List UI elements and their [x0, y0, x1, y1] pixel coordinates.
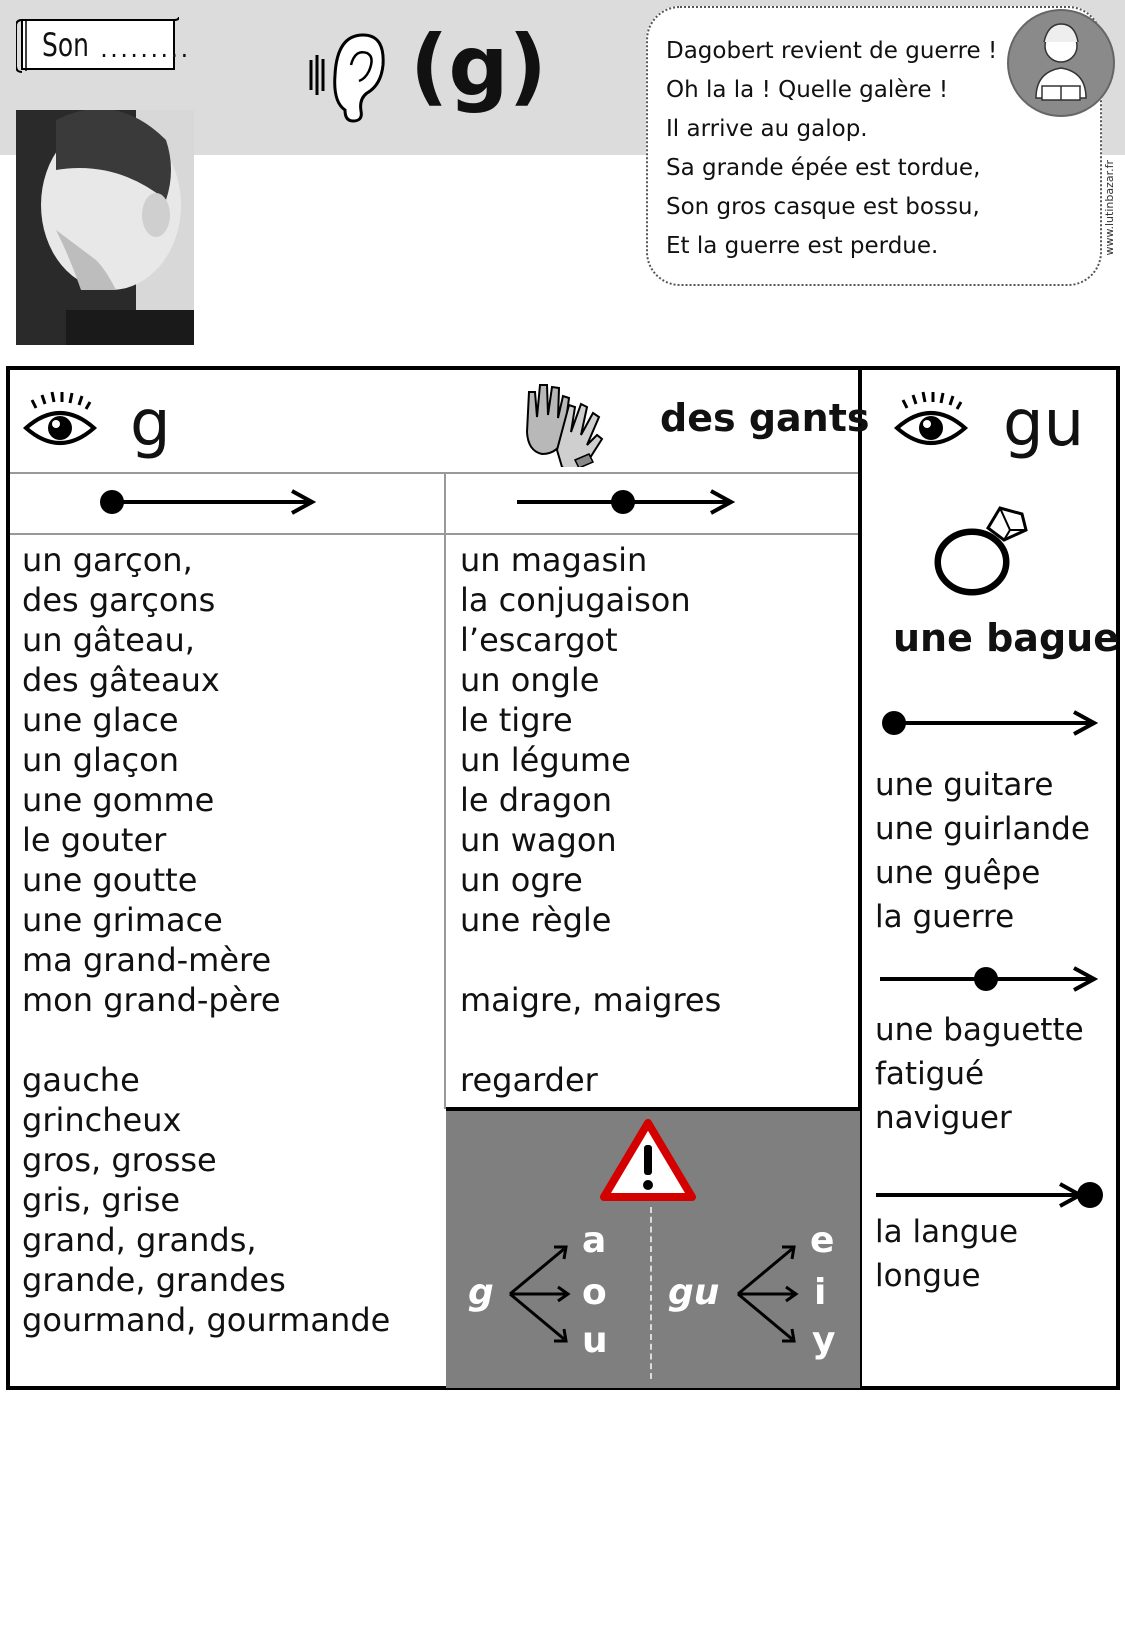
word-gu-middle: fatigué	[875, 1056, 985, 1092]
eye-icon	[22, 390, 98, 452]
word-g-middle: une règle	[460, 901, 612, 939]
poem-line: Son gros casque est bossu,	[666, 194, 980, 220]
word-g-start: grincheux	[22, 1101, 182, 1139]
branch-arrows-icon	[732, 1239, 802, 1349]
example-word-gants: des gants	[660, 396, 870, 440]
branch-arrows-icon	[504, 1239, 574, 1349]
rule-letter-g: g	[468, 1272, 494, 1313]
rule-vowel: a	[582, 1220, 607, 1261]
rule-divider	[650, 1207, 652, 1379]
word-g-middle: le tigre	[460, 701, 573, 739]
start-position-arrow-icon	[96, 487, 316, 517]
rule-vowel: o	[582, 1272, 607, 1313]
word-g-middle: l’escargot	[460, 621, 618, 659]
poem-line: Oh la la ! Quelle galère !	[666, 77, 949, 103]
word-g-start: une gomme	[22, 781, 215, 819]
middle-position-arrow-icon	[878, 964, 1098, 994]
word-g-start: un garçon,	[22, 541, 193, 579]
row-divider	[10, 533, 858, 535]
rule-box	[446, 1107, 860, 1388]
poem-line: Il arrive au galop.	[666, 116, 868, 142]
son-blank: .........	[98, 38, 189, 62]
word-gu-start: la guerre	[875, 899, 1015, 935]
word-g-middle: regarder	[460, 1061, 598, 1099]
word-g-start: une glace	[22, 701, 179, 739]
poem-line: Et la guerre est perdue.	[666, 233, 939, 259]
word-g-start: grand, grands,	[22, 1221, 257, 1259]
ear-icon	[305, 25, 385, 125]
column-letter-g: g	[130, 387, 171, 461]
word-g-middle: un ongle	[460, 661, 600, 699]
word-g-start: mon grand-père	[22, 981, 281, 1019]
word-g-start: ma grand-mère	[22, 941, 272, 979]
word-g-middle: maigre, maigres	[460, 981, 722, 1019]
credit-text: www.lutinbazar.fr	[1103, 160, 1116, 256]
sound-title: (g)	[410, 17, 547, 115]
rule-vowel: u	[582, 1320, 608, 1361]
word-g-start: gris, grise	[22, 1181, 181, 1219]
word-g-start: un gâteau,	[22, 621, 195, 659]
start-position-arrow-icon	[878, 708, 1098, 738]
rule-letter-gu: gu	[668, 1272, 720, 1313]
warning-sign-icon	[600, 1119, 696, 1203]
poem-line: Sa grande épée est tordue,	[666, 155, 981, 181]
example-word-bague: une bague	[893, 616, 1119, 660]
word-g-start: une goutte	[22, 861, 198, 899]
middle-position-arrow-icon	[515, 487, 735, 517]
rule-vowel: y	[812, 1320, 836, 1361]
word-g-middle: la conjugaison	[460, 581, 691, 619]
rule-vowel: e	[810, 1220, 835, 1261]
word-g-middle: un magasin	[460, 541, 648, 579]
row-divider	[10, 472, 858, 474]
poem-line: Dagobert revient de guerre !	[666, 38, 998, 64]
word-g-start: gauche	[22, 1061, 140, 1099]
column-letter-gu: gu	[1003, 387, 1085, 461]
column-divider	[444, 472, 446, 1109]
word-gu-end: la langue	[875, 1214, 1019, 1250]
word-gu-middle: naviguer	[875, 1100, 1012, 1136]
word-g-start: une grimace	[22, 901, 223, 939]
word-g-start: des garçons	[22, 581, 216, 619]
word-g-start: gourmand, gourmande	[22, 1301, 391, 1339]
word-g-start: grande, grandes	[22, 1261, 286, 1299]
word-g-middle: le dragon	[460, 781, 612, 819]
ring-icon	[930, 500, 1030, 600]
word-g-middle: un ogre	[460, 861, 583, 899]
word-gu-end: longue	[875, 1258, 981, 1294]
word-g-start: un glaçon	[22, 741, 179, 779]
child-reading-icon	[1006, 8, 1116, 118]
word-g-middle: un wagon	[460, 821, 617, 859]
word-gu-middle: une baguette	[875, 1012, 1084, 1048]
gloves-icon	[515, 372, 610, 467]
word-g-start: le gouter	[22, 821, 167, 859]
word-g-middle: un légume	[460, 741, 631, 779]
word-g-start: des gâteaux	[22, 661, 220, 699]
eye-icon	[893, 390, 969, 452]
word-g-start: gros, grosse	[22, 1141, 217, 1179]
rule-vowel: i	[814, 1272, 827, 1313]
end-position-arrow-icon	[874, 1178, 1106, 1212]
son-label: Son	[42, 26, 89, 64]
mouth-gesture-photo	[16, 110, 194, 345]
word-gu-start: une guêpe	[875, 855, 1041, 891]
word-gu-start: une guitare	[875, 767, 1054, 803]
word-gu-start: une guirlande	[875, 811, 1090, 847]
